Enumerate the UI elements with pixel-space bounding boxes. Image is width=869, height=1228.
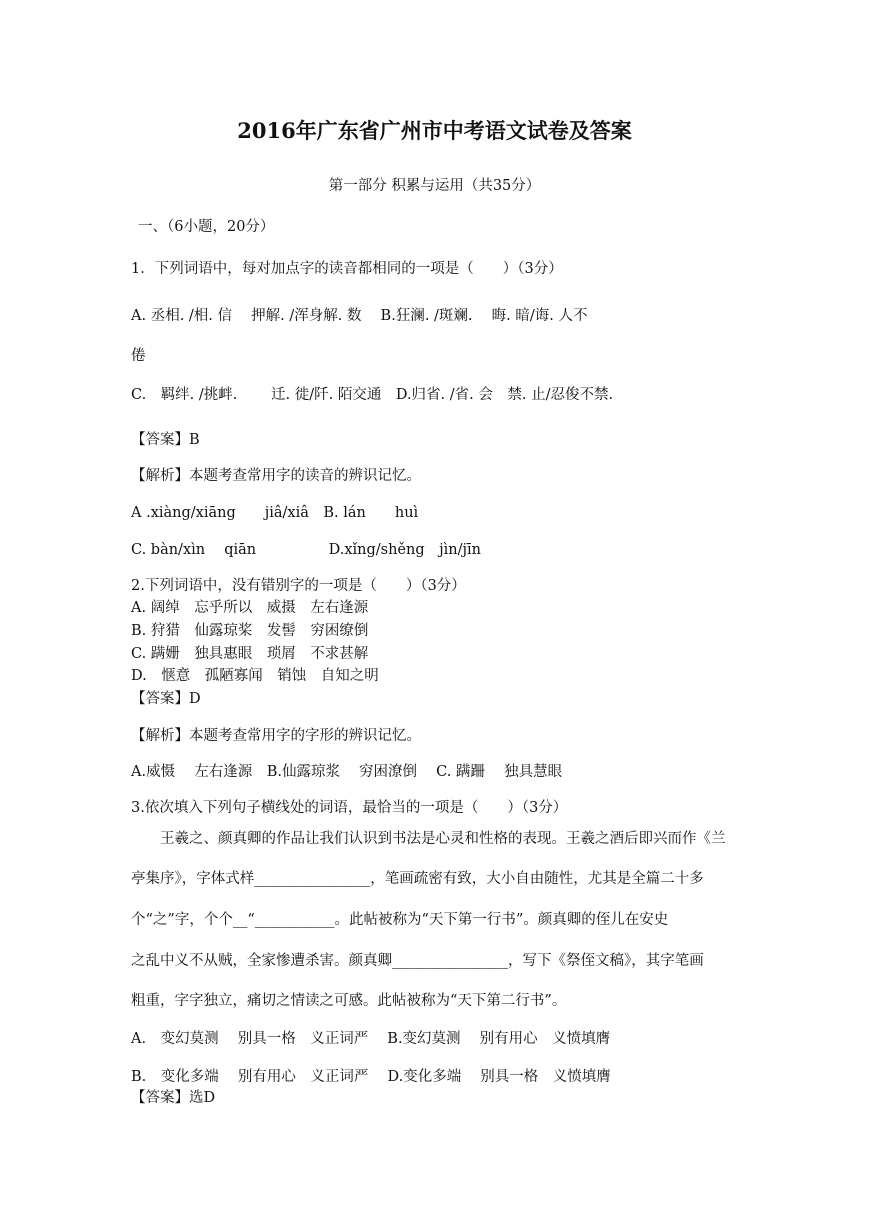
q1-stem: 1．下列词语中，每对加点字的读音都相同的一项是（ ）（3分）	[131, 261, 563, 277]
q1-analysis: 【解析】本题考查常用字的读音的辨识记忆。	[131, 468, 421, 484]
q1-pinyin-line2: C. bàn/xìn qiān D.xǐng/shěng jìn/jīn	[131, 542, 481, 558]
q3-passage-line2: 亭集序》，字体式样________________，笔画疏密有致，大小自由随性，尤其是全篇二十多	[131, 871, 704, 887]
q3-answer: 【答案】选D	[131, 1090, 216, 1106]
q2-correction: A.威慑 左右逢源 B.仙露琼浆 穷困潦倒 C. 蹒跚 独具慧眼	[131, 764, 563, 780]
q2-analysis: 【解析】本题考查常用字的字形的辨识记忆。	[131, 728, 421, 744]
q3-passage-line3: 个“之”字，个个__“___________。此帖被称为“天下第一行书”。颜真卿的侄儿在安史	[131, 912, 669, 928]
q3-passage-line1: 王羲之、颜真卿的作品让我们认识到书法是心灵和性格的表现。王羲之酒后即兴而作《兰	[131, 831, 726, 847]
q1-options-line1: A. 丞相. /相. 信 押解. /浑身解. 数 B.狂澜. /斑斓. 晦. 暗/诲. 人不	[131, 308, 588, 324]
q2-option-a: A. 阔绰 忘乎所以 威摄 左右逢源	[131, 600, 369, 616]
q2-stem: 2.下列词语中，没有错别字的一项是（ ）（3分）	[131, 578, 466, 594]
q2-option-d: D. 惬意 孤陋寡闻 销蚀 自知之明	[131, 668, 379, 684]
q1-options-line2: C. 羁绊. /挑衅. 迁. 徙/阡. 陌交通 D.归省. /省. 会 禁. 止/忍俊不禁.	[131, 387, 614, 403]
document-title: 2016年广东省广州市中考语文试卷及答案	[237, 118, 632, 143]
q2-option-c: C. 蹒姗 独具惠眼 琐屑 不求甚解	[131, 646, 369, 662]
q3-options-line1: A. 变幻莫测 别具一格 义正词严 B.变幻莫测 别有用心 义愤填膺	[131, 1031, 611, 1047]
q2-option-b: B. 狩猎 仙露琼桨 发髻 穷困缭倒	[131, 623, 369, 639]
q3-passage-line5: 粗重，字字独立，痛切之情读之可感。此帖被称为“天下第二行书”。	[131, 993, 567, 1009]
q1-answer: 【答案】B	[131, 432, 200, 448]
q1-pinyin-line1: A .xiàng/xiāng jiâ/xiâ B. lán huì	[131, 505, 419, 521]
q2-answer: 【答案】D	[131, 691, 201, 707]
q3-stem: 3.依次填入下列句子横线处的词语，最恰当的一项是（ ）（3分）	[131, 800, 568, 816]
q1-options-line1-cont: 倦	[131, 348, 146, 364]
q3-options-line2: B. 变化多端 别有用心 义正词严 D.变化多端 别具一格 义愤填膺	[131, 1069, 611, 1085]
part-heading: 第一部分 积累与运用（共35分）	[328, 178, 541, 194]
section-heading: 一、（6小题，20分）	[138, 219, 275, 235]
q3-passage-line4: 之乱中义不从贼，全家惨遭杀害。颜真卿________________，写下《祭侄文稿》，其字笔画	[131, 953, 704, 969]
